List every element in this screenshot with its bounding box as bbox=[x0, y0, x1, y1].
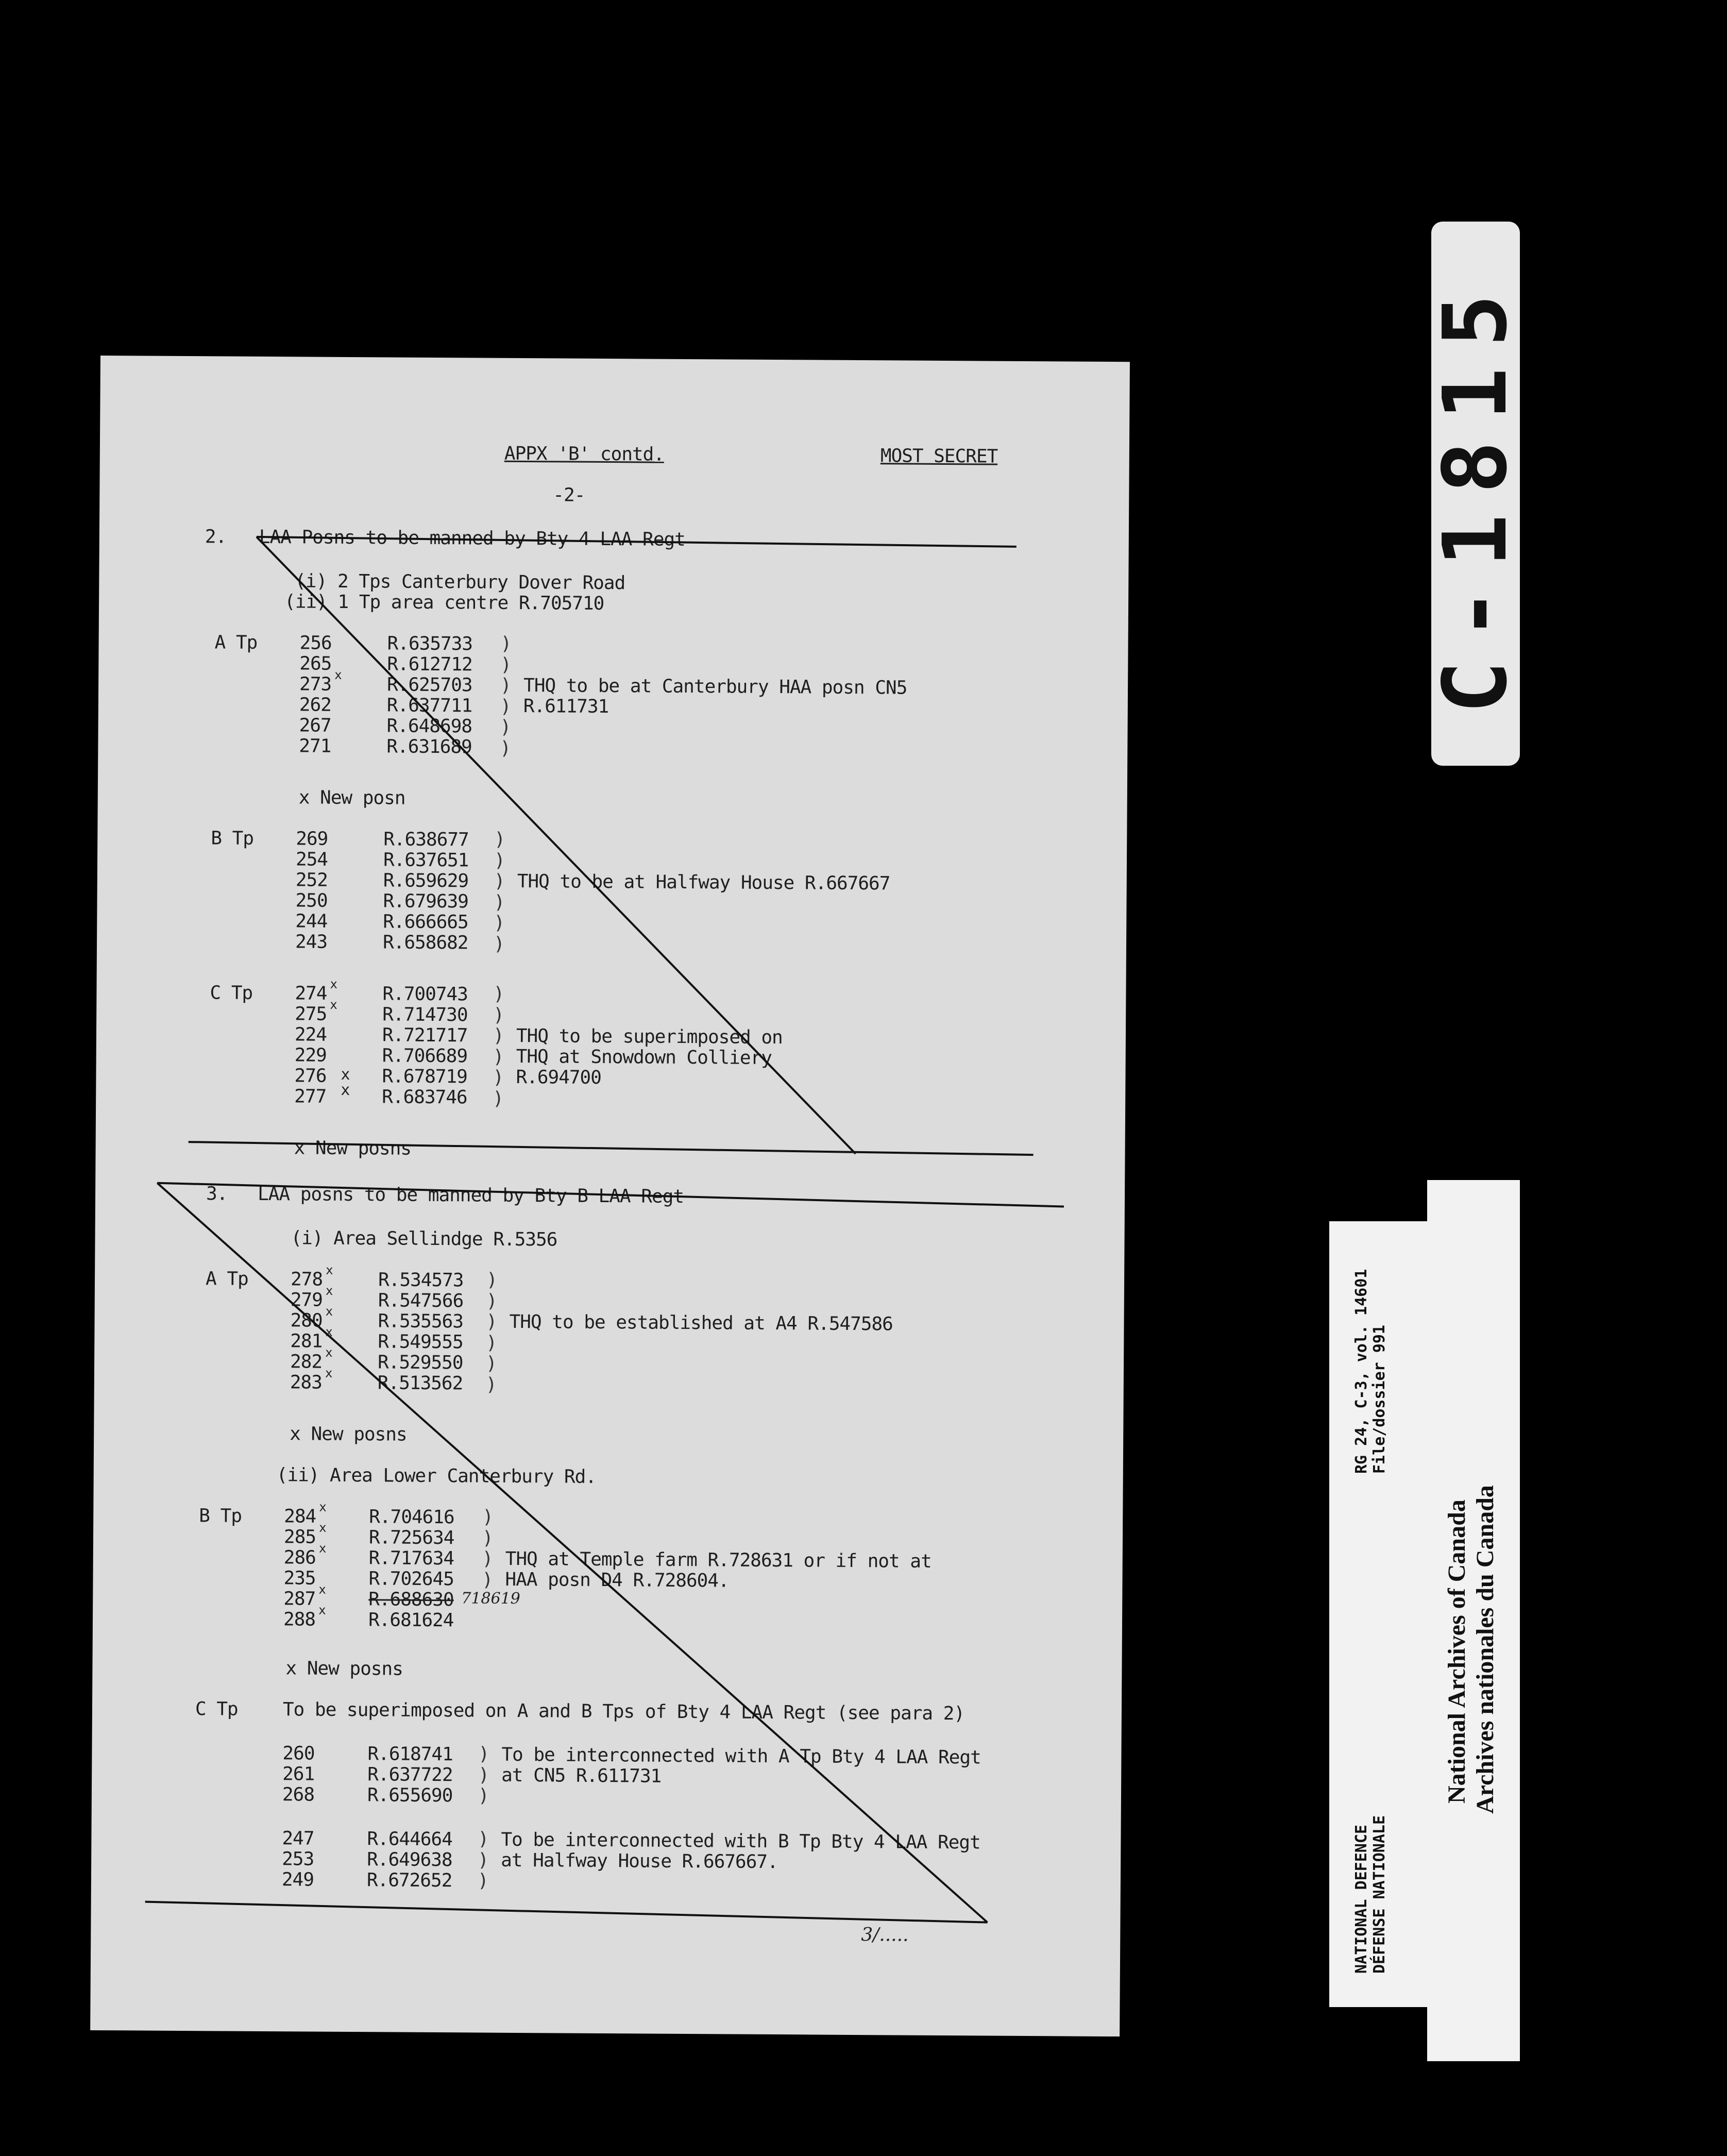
grid-reference: R.631689 bbox=[386, 736, 472, 758]
handwritten-correction: 718619 bbox=[461, 1589, 520, 1608]
posn-number: 235 bbox=[283, 1568, 316, 1589]
posn-number: 273 bbox=[299, 673, 332, 695]
strike-through-lines bbox=[90, 356, 1130, 2036]
posn-number: 253 bbox=[282, 1848, 314, 1870]
grid-reference: R.635733 bbox=[387, 633, 473, 655]
sec3-a-tp-note: THQ to be established at A4 R.547586 bbox=[509, 1311, 893, 1335]
new-posn-mark: x bbox=[325, 1304, 333, 1319]
posn-number: 274 bbox=[295, 983, 327, 1004]
classification-marking: MOST SECRET bbox=[880, 445, 998, 467]
brace: ) ) ) ) bbox=[482, 1506, 494, 1591]
sec2-c-tp-note-1: THQ to be superimposed on bbox=[516, 1025, 783, 1049]
posn-number: 243 bbox=[295, 931, 328, 953]
continuation-mark: 3/..... bbox=[861, 1924, 909, 1946]
new-posn-mark: x bbox=[325, 1366, 332, 1380]
grid-reference-struck: R.688630 bbox=[368, 1589, 454, 1611]
reel-number: C-1815 bbox=[1425, 273, 1527, 714]
grid-reference: R.702645 bbox=[368, 1568, 454, 1590]
page-number: -2- bbox=[553, 484, 585, 506]
appendix-reference: APPX 'B' contd. bbox=[504, 443, 665, 465]
sec2-b-tp-note: THQ to be at Halfway House R.667667 bbox=[517, 870, 890, 895]
section-3-title: LAA posns to be manned by Bty B LAA Regt bbox=[257, 1183, 684, 1207]
grid-reference: R.618741 bbox=[367, 1743, 453, 1765]
grid-reference: R.534573 bbox=[378, 1269, 464, 1291]
posn-number: 282 bbox=[290, 1351, 323, 1373]
grid-reference: R.648698 bbox=[386, 715, 472, 737]
sec3-b-tp-footnote: x New posns bbox=[285, 1658, 403, 1680]
posn-number: 281 bbox=[290, 1330, 323, 1352]
brace: ) ) ) bbox=[477, 1828, 489, 1892]
dept-fr: DÉFENSE NATIONALE bbox=[1370, 1815, 1389, 1974]
posn-number: 261 bbox=[282, 1763, 315, 1785]
brace: ) ) ) ) ) ) bbox=[500, 633, 512, 759]
grid-reference: R.655690 bbox=[367, 1784, 453, 1807]
section-2-item-i: (i) 2 Tps Canterbury Dover Road bbox=[295, 570, 625, 594]
posn-number: 267 bbox=[299, 715, 331, 736]
new-posn-mark: x bbox=[341, 1065, 350, 1084]
new-posn-mark: x bbox=[319, 1500, 326, 1514]
new-posn-mark: x bbox=[319, 1520, 326, 1535]
grid-reference: R.637722 bbox=[367, 1764, 453, 1786]
archive-ref-volume: RG 24, C-3, vol. 14601 bbox=[1352, 1269, 1370, 1474]
posn-number: 279 bbox=[290, 1289, 323, 1311]
posn-number: 268 bbox=[282, 1784, 315, 1806]
section-2-title: LAA Posns to be manned by Bty 4 LAA Regt bbox=[259, 526, 685, 550]
grid-reference: R.625703 bbox=[386, 674, 472, 696]
new-posn-mark: x bbox=[326, 1262, 333, 1277]
grid-reference: R.717634 bbox=[368, 1547, 454, 1570]
posn-number: 271 bbox=[299, 735, 331, 757]
sec3-c-tp-group-2-note-2: at Halfway House R.667667. bbox=[501, 1849, 778, 1873]
section-3-number: 3. bbox=[206, 1183, 228, 1205]
posn-number: 277 bbox=[294, 1086, 327, 1107]
posn-number: 280 bbox=[290, 1310, 323, 1332]
posn-number: 254 bbox=[295, 849, 328, 870]
grid-reference: R.721717 bbox=[382, 1024, 468, 1047]
sec3-c-tp-group-2-note-1: To be interconnected with B Tp Bty 4 LAA Regt bbox=[501, 1829, 980, 1854]
posn-number: 269 bbox=[296, 828, 328, 850]
sec3-c-tp-label: C Tp bbox=[195, 1698, 238, 1720]
brace: ) ) ) bbox=[478, 1743, 490, 1807]
sec2-c-tp-footnote: x New posns bbox=[294, 1137, 412, 1159]
sec3-c-tp-intro: To be superimposed on A and B Tps of Bty 4 LAA Regt (see para 2) bbox=[282, 1699, 965, 1725]
posn-number: 287 bbox=[283, 1588, 316, 1610]
sec2-b-tp-label: B Tp bbox=[211, 828, 254, 849]
grid-reference: R.714730 bbox=[382, 1004, 468, 1026]
sec2-a-tp-footnote: x New posn bbox=[298, 787, 405, 809]
section-3-item-i: (i) Area Sellindge R.5356 bbox=[291, 1227, 557, 1251]
new-posn-mark: x bbox=[330, 976, 337, 991]
grid-reference: R.513562 bbox=[377, 1372, 463, 1394]
brace: ) ) ) ) ) ) bbox=[493, 829, 506, 955]
posn-number: 244 bbox=[295, 911, 328, 932]
sec3-c-tp-group-1-note-1: To be interconnected with A Tp Bty 4 LAA Regt bbox=[501, 1744, 981, 1768]
posn-number: 224 bbox=[294, 1024, 327, 1046]
grid-reference: R.637651 bbox=[383, 849, 469, 871]
sec3-a-tp-label: A Tp bbox=[205, 1268, 248, 1290]
grid-reference: R.612712 bbox=[387, 653, 472, 676]
new-posn-mark: x bbox=[334, 667, 342, 682]
posn-number: 276 bbox=[294, 1065, 327, 1087]
brace: ) ) ) ) ) ) bbox=[493, 983, 505, 1109]
sec2-a-tp-note-ref: R.611731 bbox=[523, 696, 609, 718]
grid-reference: R.535563 bbox=[378, 1310, 464, 1333]
new-posn-mark: x bbox=[330, 997, 337, 1012]
grid-reference: R.683746 bbox=[382, 1086, 467, 1108]
posn-number: 256 bbox=[299, 632, 332, 654]
sec2-c-tp-note-2: THQ at Snowdown Colliery bbox=[516, 1046, 772, 1069]
archive-reference-label bbox=[1329, 1221, 1427, 2007]
sec2-c-tp-label: C Tp bbox=[210, 982, 253, 1004]
grid-reference: R.649638 bbox=[367, 1849, 452, 1871]
brace: ) ) ) ) ) ) bbox=[485, 1269, 498, 1395]
posn-number: 247 bbox=[282, 1828, 314, 1849]
new-posn-mark: x bbox=[325, 1345, 332, 1360]
section-2-item-ii: (ii) 1 Tp area centre R.705710 bbox=[284, 591, 604, 614]
dept-en: NATIONAL DEFENCE bbox=[1352, 1825, 1370, 1974]
posn-number: 265 bbox=[299, 653, 332, 675]
section-3-item-ii: (ii) Area Lower Canterbury Rd. bbox=[276, 1464, 597, 1488]
sec3-b-tp-label: B Tp bbox=[199, 1505, 242, 1527]
new-posn-mark: x bbox=[341, 1081, 350, 1099]
sec3-c-tp-group-1-note-2: at CN5 R.611731 bbox=[501, 1764, 662, 1787]
posn-number: 249 bbox=[281, 1869, 314, 1891]
sec3-b-tp-note-2: HAA posn D4 R.728604. bbox=[505, 1569, 729, 1592]
sec2-a-tp-note: THQ to be at Canterbury HAA posn CN5 bbox=[523, 675, 907, 699]
grid-reference: R.678719 bbox=[382, 1066, 467, 1088]
grid-reference: R.637711 bbox=[386, 695, 472, 717]
posn-number: 284 bbox=[284, 1506, 316, 1527]
new-posn-mark: x bbox=[318, 1582, 326, 1597]
posn-number: 260 bbox=[282, 1743, 315, 1764]
posn-number: 283 bbox=[290, 1372, 322, 1393]
sec2-c-tp-note-3: R.694700 bbox=[516, 1066, 601, 1088]
archive-name-label bbox=[1427, 1180, 1520, 2061]
new-posn-mark: x bbox=[325, 1324, 332, 1339]
grid-reference: R.666665 bbox=[383, 911, 468, 933]
grid-reference: R.638677 bbox=[383, 829, 469, 851]
new-posn-mark: x bbox=[325, 1283, 333, 1298]
section-2-number: 2. bbox=[205, 526, 227, 548]
sec2-a-tp-label: A Tp bbox=[214, 632, 258, 653]
posn-number: 288 bbox=[283, 1609, 316, 1630]
grid-reference: R.704616 bbox=[369, 1506, 454, 1528]
sec3-a-tp-footnote: x New posns bbox=[290, 1423, 407, 1445]
archive-name-en: National Archives of Canada bbox=[1443, 1500, 1470, 1804]
grid-reference: R.725634 bbox=[368, 1527, 454, 1549]
sec3-b-tp-note-1: THQ at Temple farm R.728631 or if not at bbox=[505, 1548, 932, 1572]
grid-reference: R.679639 bbox=[383, 890, 469, 913]
grid-reference: R.529550 bbox=[377, 1352, 463, 1374]
grid-reference: R.658682 bbox=[382, 932, 468, 954]
new-posn-mark: x bbox=[318, 1541, 326, 1556]
posn-number: 229 bbox=[294, 1045, 327, 1066]
posn-number: 250 bbox=[295, 890, 328, 912]
posn-number: 286 bbox=[283, 1547, 316, 1569]
grid-reference: R.547566 bbox=[378, 1290, 464, 1312]
posn-number: 275 bbox=[295, 1003, 327, 1025]
document-page bbox=[90, 356, 1130, 2036]
grid-reference: R.549555 bbox=[378, 1331, 463, 1353]
posn-number: 278 bbox=[290, 1269, 323, 1290]
grid-reference: R.681624 bbox=[368, 1609, 454, 1631]
new-posn-mark: x bbox=[318, 1603, 326, 1618]
grid-reference: R.672652 bbox=[366, 1869, 452, 1892]
archive-ref-file: File/dossier 991 bbox=[1370, 1325, 1389, 1474]
archive-name-fr: Archives nationales du Canada bbox=[1471, 1485, 1499, 1814]
posn-number: 262 bbox=[299, 694, 332, 716]
posn-number: 252 bbox=[295, 869, 328, 891]
grid-reference: R.706689 bbox=[382, 1045, 468, 1067]
grid-reference: R.700743 bbox=[382, 983, 468, 1005]
grid-reference: R.644664 bbox=[367, 1828, 452, 1850]
grid-reference: R.659629 bbox=[383, 870, 469, 892]
posn-number: 285 bbox=[283, 1526, 316, 1548]
